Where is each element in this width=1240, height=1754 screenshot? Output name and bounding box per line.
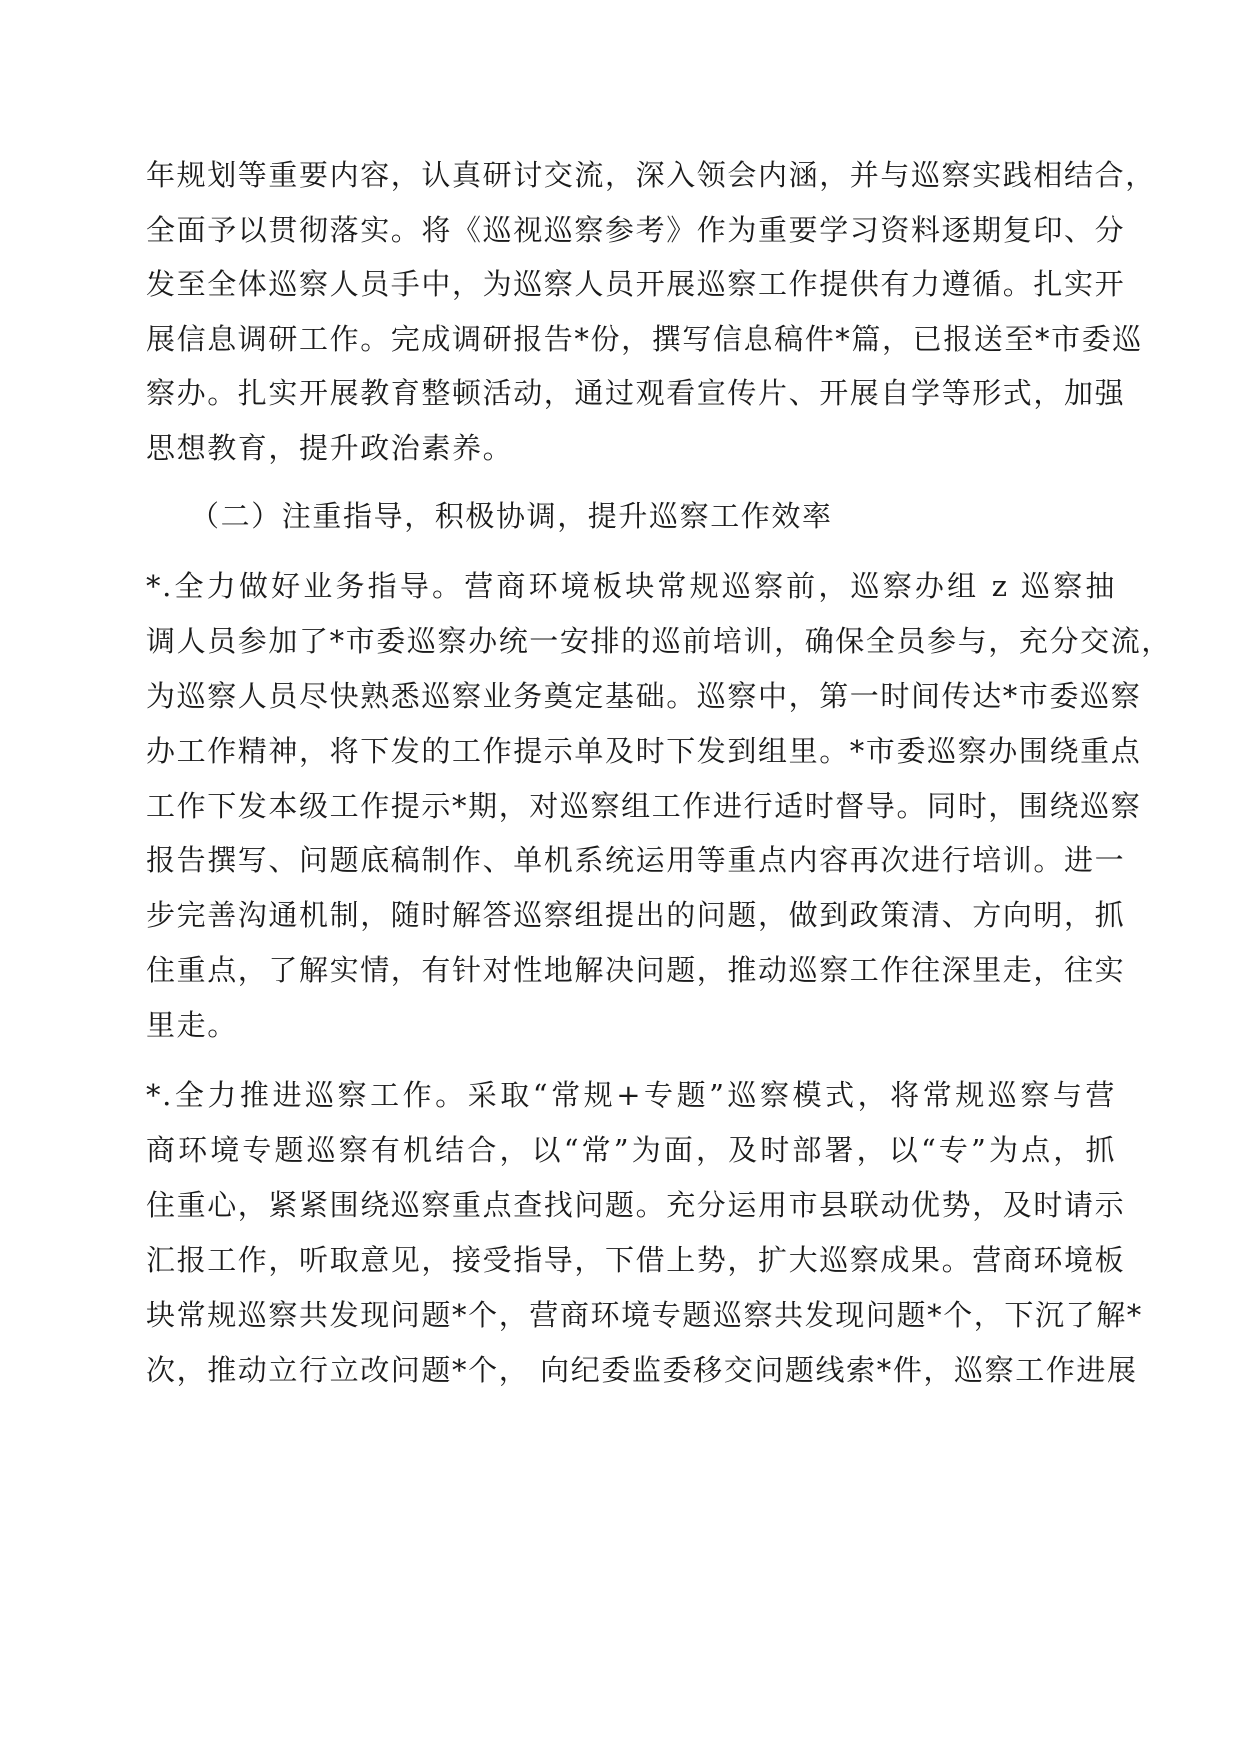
paragraph-line: 步完善沟通机制，随时解答巡察组提出的问题，做到政策清、方向明，抓 xyxy=(146,898,1126,932)
paragraph-line: 住重心，紧紧围绕巡察重点查找问题。充分运用市县联动优势，及时请示 xyxy=(146,1188,1126,1222)
paragraph-line: *.全力做好业务指导。营商环境板块常规巡察前，巡察办组 z 巡察抽 xyxy=(146,569,1116,603)
paragraph-line: 办工作精神，将下发的工作提示单及时下发到组里。*市委巡察办围绕重点 xyxy=(146,734,1142,768)
paragraph-line: 块常规巡察共发现问题*个，营商环境专题巡察共发现问题*个，下沉了解* xyxy=(146,1298,1143,1332)
paragraph-line: 住重点，了解实情，有针对性地解决问题，推动巡察工作往深里走，往实 xyxy=(146,953,1126,987)
paragraph-line: 发至全体巡察人员手中，为巡察人员开展巡察工作提供有力遵循。扎实开 xyxy=(146,267,1126,301)
paragraph-line: 里走。 xyxy=(146,1008,238,1042)
paragraph-line: 察办。扎实开展教育整顿活动，通过观看宣传片、开展自学等形式，加强 xyxy=(146,376,1126,410)
paragraph-line: 次，推动立行立改问题*个， 向纪委监委移交问题线索*件，巡察工作进展 xyxy=(146,1353,1138,1387)
paragraph-line: 工作下发本级工作提示*期，对巡察组工作进行适时督导。同时，围绕巡察 xyxy=(146,789,1142,823)
paragraph-line: 年规划等重要内容，认真研讨交流，深入领会内涵，并与巡察实践相结合， xyxy=(146,158,1156,192)
paragraph-line: 思想教育，提升政治素养。 xyxy=(146,431,514,465)
section-heading: （二）注重指导，积极协调，提升巡察工作效率 xyxy=(190,499,833,533)
paragraph-line: 调人员参加了*市委巡察办统一安排的巡前培训，确保全员参与，充分交流， xyxy=(146,624,1172,658)
paragraph-line: 全面予以贯彻落实。将《巡视巡察参考》作为重要学习资料逐期复印、分 xyxy=(146,213,1126,247)
paragraph-line: 为巡察人员尽快熟悉巡察业务奠定基础。巡察中，第一时间传达*市委巡察 xyxy=(146,679,1142,713)
paragraph-line: *.全力推进巡察工作。采取“常规+专题”巡察模式，将常规巡察与营 xyxy=(146,1078,1116,1112)
paragraph-line: 商环境专题巡察有机结合，以“常”为面，及时部署，以“专”为点，抓 xyxy=(146,1133,1116,1167)
paragraph-line: 报告撰写、问题底稿制作、单机系统运用等重点内容再次进行培训。进一 xyxy=(146,843,1126,877)
paragraph-line: 汇报工作，听取意见，接受指导，下借上势，扩大巡察成果。营商环境板 xyxy=(146,1243,1126,1277)
paragraph-line: 展信息调研工作。完成调研报告*份，撰写信息稿件*篇，已报送至*市委巡 xyxy=(146,322,1143,356)
